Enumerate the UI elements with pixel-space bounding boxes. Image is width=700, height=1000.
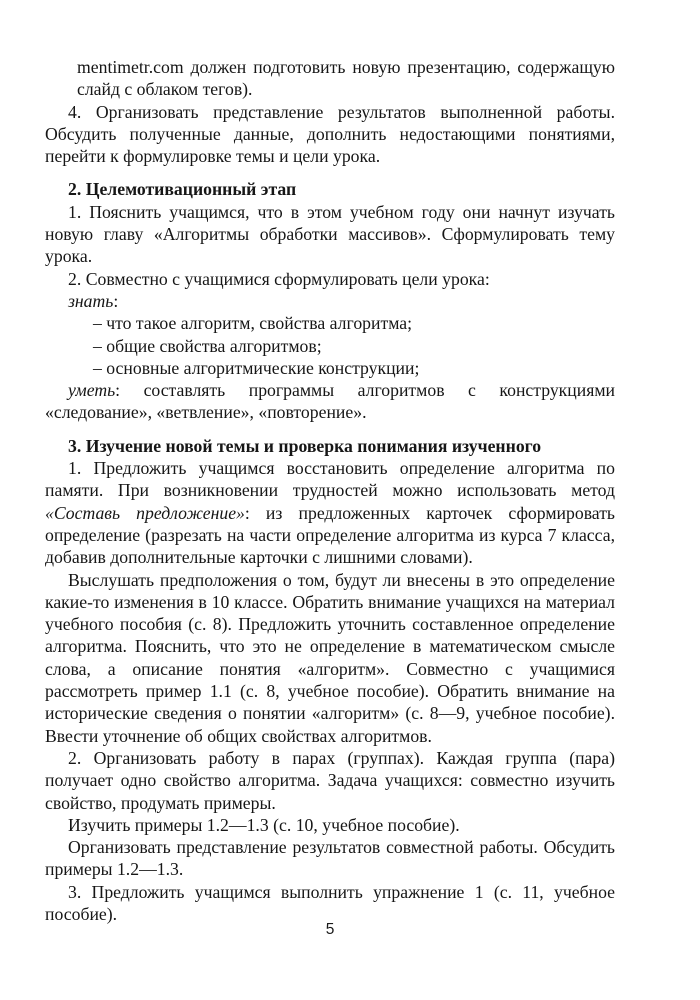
- paragraph-goal-able: [45, 379, 615, 424]
- list-item-know-3: – основные алгоритмические конструкции;: [93, 357, 420, 378]
- goal-know-label: знать: [68, 290, 114, 311]
- section-heading-stage2: 2. Целемотивационный этап: [68, 179, 297, 200]
- paragraph-stage3-1-pre: 1. Предложить учащимся восстановить определение алгоритма по памяти. При возникновении трудностей можно использовать метод: [45, 458, 615, 501]
- goal-know-colon: :: [113, 290, 119, 311]
- list-item-know-2: – общие свойства алгоритмов;: [93, 335, 322, 356]
- paragraph-stage3-1: [45, 457, 615, 568]
- goal-able-label: уметь: [68, 380, 116, 401]
- paragraph-stage2-1: 1. Пояснить учащимся, что в этом учебном году они начнут изучать новую главу «Алгоритмы обработки массивов». Сформулировать тему урока.: [45, 201, 615, 267]
- paragraph-stage3-1-post: : из предложенных карточек сформировать определение (разрезать на части определение алгоритма из курса 7 класса, добавив дополнительные карточки с лишними словами).: [45, 502, 615, 568]
- page-number: 5: [325, 921, 335, 938]
- section-heading-stage3: 3. Изучение новой темы и проверка понимания изученного: [68, 435, 542, 456]
- list-item-know-1: – что такое алгоритм, свойства алгоритма;: [93, 313, 413, 334]
- paragraph-stage3-4: Изучить примеры 1.2—1.3 (с. 10, учебное пособие).: [68, 814, 460, 835]
- paragraph-stage3-2: Выслушать предположения о том, будут ли внесены в это определение какие-то изменения в 10 классе. Обратить внимание учащихся на материал учебного пособия (с. 8). Предложить уточнить составленное определение алгоритма. Пояснить, что это не определение в математическом смысле слова, а описание понятия «алгоритм». Совместно с учащимися рассмотреть пример 1.1 (с. 8, учебное пособие). Обратить внимание на исторические сведения о понятии «алгоритм» (с. 8—9, учебное пособие). Ввести уточнение об общих свойствах алгоритмов.: [45, 569, 615, 746]
- paragraph-continuation: mentimetr.com должен подготовить новую презентацию, содержащую слайд с облаком тегов).: [77, 57, 615, 100]
- text-block: [45, 56, 615, 925]
- paragraph-goal-know: [45, 290, 615, 312]
- goal-able-rest: : составлять программы алгоритмов с конструкциями «следование», «ветвление», «повторение».: [45, 380, 615, 423]
- method-name: «Составь предложение»: [45, 502, 245, 523]
- paragraph-stage3-3: 2. Организовать работу в парах (группах). Каждая группа (пара) получает одно свойство алгоритма. Задача учащихся: совместно изучить свойство, продумать примеры.: [45, 747, 615, 813]
- paragraph-stage2-2: 2. Совместно с учащимися сформулировать цели урока:: [68, 268, 490, 289]
- paragraph-stage3-5: Организовать представление результатов совместной работы. Обсудить примеры 1.2—1.3.: [45, 837, 615, 880]
- paragraph-item-4: 4. Организовать представление результатов выполненной работы. Обсудить полученные данные, дополнить недостающими понятиями, перейти к формулировке темы и цели урока.: [45, 101, 615, 167]
- paragraph-stage3-6: 3. Предложить учащимся выполнить упражнение 1 (с. 11, учебное пособие).: [45, 881, 615, 924]
